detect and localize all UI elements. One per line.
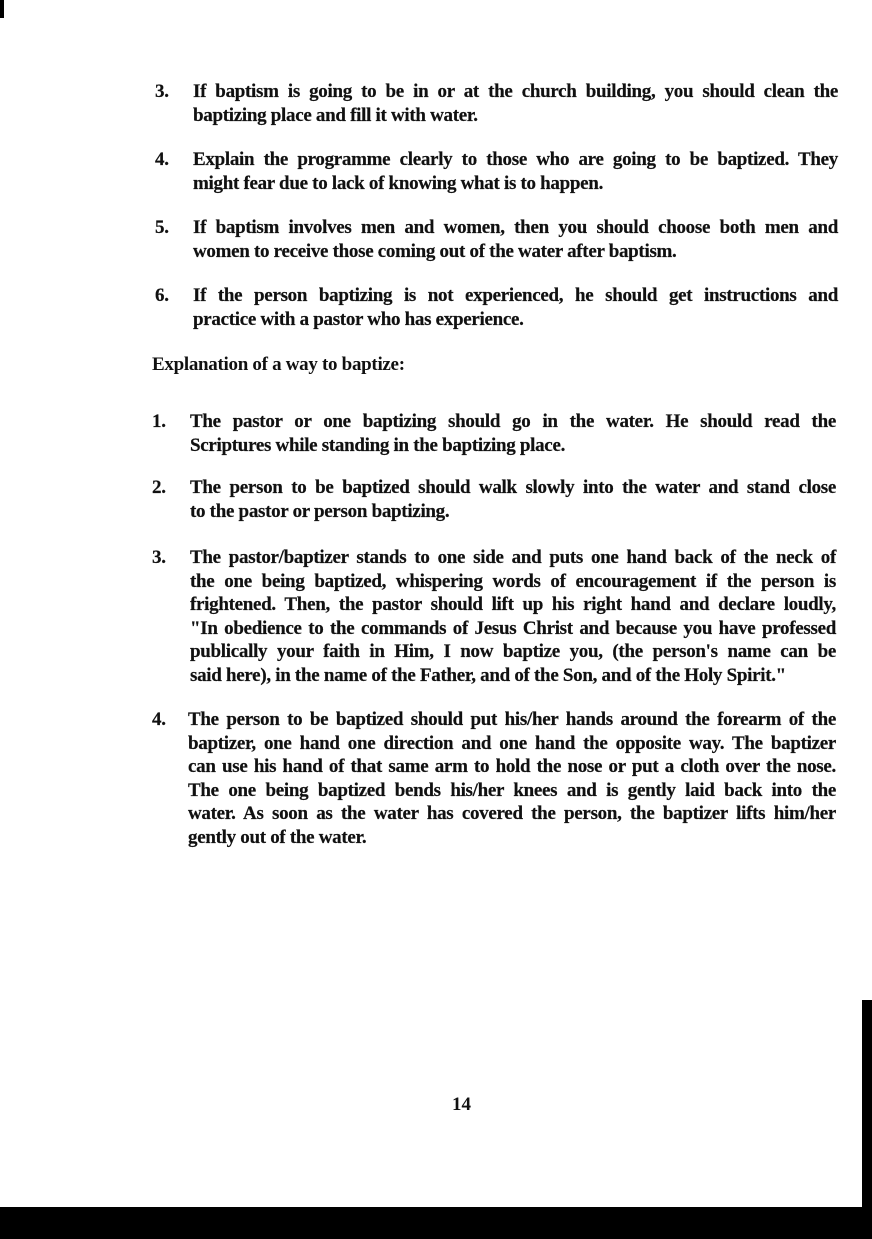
section-heading: Explanation of a way to baptize: <box>152 354 405 375</box>
list-item-number: 6. <box>155 285 169 306</box>
text-line: "In obedience to the commands of Jesus Christ and because you have professed <box>190 617 836 639</box>
list-item-number: 1. <box>152 411 166 432</box>
text-line: If baptism is going to be in or at the church building, you should clean the <box>193 81 838 102</box>
list-item-number: 2. <box>152 477 166 498</box>
text-line: If baptism involves men and women, then you should choose both men and <box>193 217 838 238</box>
text-line: women to receive those coming out of the water after baptism. <box>193 240 677 262</box>
list-item-number: 4. <box>155 149 169 170</box>
text-line: baptizer, one hand one direction and one hand the opposite way. The baptizer <box>188 732 836 754</box>
text-line: Scriptures while standing in the baptizing place. <box>190 434 566 456</box>
scan-corner-mark <box>0 0 4 18</box>
text-line: The person to be baptized should walk slowly into the water and stand close <box>190 477 836 498</box>
list-item-number: 4. <box>152 709 166 730</box>
text-line: practice with a pastor who has experience. <box>193 308 524 330</box>
list-item-number: 3. <box>155 81 169 102</box>
text-line: The person to be baptized should put his/her hands around the forearm of the <box>188 709 836 730</box>
page-number: 14 <box>452 1094 471 1115</box>
list-item-number: 3. <box>152 547 166 568</box>
text-line: to the pastor or person baptizing. <box>190 500 450 522</box>
text-line: gently out of the water. <box>188 826 367 848</box>
text-line: The one being baptized bends his/her knees and is gently laid back into the <box>188 779 836 801</box>
text-line: can use his hand of that same arm to hold the nose or put a cloth over the nose. <box>188 756 836 777</box>
text-line: might fear due to lack of knowing what is to happen. <box>193 172 604 194</box>
text-line: The pastor/baptizer stands to one side and puts one hand back of the neck of <box>190 547 836 568</box>
scan-edge-shadow <box>862 1000 872 1239</box>
list-item-number: 5. <box>155 217 169 238</box>
text-line: water. As soon as the water has covered the person, the baptizer lifts him/her <box>188 803 836 824</box>
text-line: Explain the programme clearly to those who are going to be baptized. They <box>193 149 838 170</box>
scan-bottom-border <box>0 1207 872 1239</box>
text-line: said here), in the name of the Father, and of the Son, and of the Holy Spirit." <box>190 664 786 686</box>
text-line: If the person baptizing is not experienced, he should get instructions and <box>193 285 838 306</box>
text-line: publically your faith in Him, I now baptize you, (the person's name can be <box>190 641 836 662</box>
text-line: The pastor or one baptizing should go in the water. He should read the <box>190 411 836 432</box>
text-line: the one being baptized, whispering words of encouragement if the person is <box>190 570 836 592</box>
text-line: frightened. Then, the pastor should lift up his right hand and declare loudly, <box>190 594 836 615</box>
text-line: baptizing place and fill it with water. <box>193 104 478 126</box>
